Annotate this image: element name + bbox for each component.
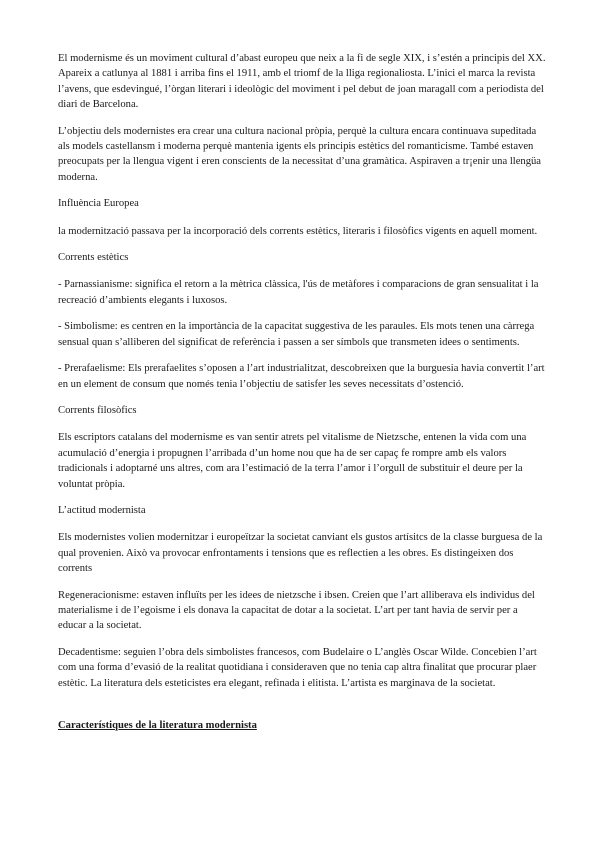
heading-european-influence: Influència Europea — [58, 198, 139, 210]
section-title-modernist-literature: Característiques de la literatura modernista — [58, 720, 257, 731]
document-body — [58, 51, 546, 744]
heading-aesthetic-currents: Corrents estètics — [58, 252, 129, 264]
symbolism-paragraph: - Simbolisme: es centren en la importància de la capacitat suggestiva de les paraules. Els mots tenen una càrrega sensual quan s’alliberen del significat de referència i passen a ser símbols que transmeten idees o sentiments. — [58, 321, 535, 348]
intro-paragraph: El modernisme és un moviment cultural d’abast europeu que neix a la fi de segle XIX, i s’estén a principis del XX. Apareix a catlunya al 1881 i arriba fins el 1911, amb el triomf de la lliga regionaliosta. L’inici el marca la revista l’avens, que esdevingué, l’òrgan literari i ideològic del moviment i pel debut de joan maragall com a periodista del diari de Barcelona. — [58, 53, 546, 111]
regenerationism-paragraph: Regeneracionisme: estaven influïts per les idees de nietzsche i ibsen. Creien que l’art alliberava els individus del materialisme i de l’egoisme i els donava la capacitat de dotar a la societat. L’art per tant havia de servir per a educar a la societat. — [58, 589, 535, 632]
attitude-paragraph: Els modernistes volien modernitzar i europeïtzar la societat canviant els gustos artísitcs de la classe burguesa de la qual provenien. Això va provocar enfrontaments i tensions que es reflectien a les obres. Es distingeixen dos corrents — [58, 532, 543, 575]
nietzsche-paragraph: Els escriptors catalans del modernisme es van sentir atrets pel vitalisme de Nietzsche, entenen la vida com una acumulació d’energia i propugnen l’arribada d’un home nou que ha de ser capaç fe rompre amb els valors tradicionals i adoptarné uns altres, com ara l’estimació de la terra l’amor i l’orgull de substituir el deure per la voluntat pròpia. — [58, 432, 527, 490]
parnassianism-paragraph: - Parnassianisme: significa el retorn a la mètrica clàssica, l'ús de metàfores i comparacions de gran sensualitat i la recreació d’ambients elegants i luxosos. — [58, 279, 539, 306]
heading-philosophical-currents: Corrents filosòfics — [58, 404, 137, 416]
decadentism-paragraph: Decadentisme: seguien l’obra dels simbolistes francesos, com Budelaire o L’anglès Oscar Wilde. Concebien l’art com una forma d’evasió de la realitat quotidiana i consideraven que no tenia cap altra finalitat que procurar plaer estètic. La literatura dels esteticistes era elegant, refinada i elitista. L’artista es marginava de la societat. — [58, 646, 537, 689]
objective-paragraph: L’objectiu dels modernistes era crear una cultura nacional pròpia, perquè la cultura encara continuava supeditada als models castellansm i moderna perquè mantenia igents els principis estètics del romanticisme. També estaven preocupats per la llengua vigent i eren conscients de la necessitat d’una gramàtica. Aspiraven a tr¡enir una llengüa moderna. — [58, 125, 541, 183]
heading-modernist-attitude: L’actitud modernista — [58, 504, 146, 516]
modernization-paragraph: la modernització passava per la incorporació dels corrents estètics, literaris i filosòfics vigents en aquell moment. — [58, 225, 538, 237]
prerafaelism-paragraph: - Prerafaelisme: Els prerafaelites s’oposen a l’art industrialitzat, descobreixen que la burguesia havia convertit l’art en un element de consum que només tenia l’objectiu de satisfer les seves necessitats d’ostenció. — [58, 363, 545, 390]
